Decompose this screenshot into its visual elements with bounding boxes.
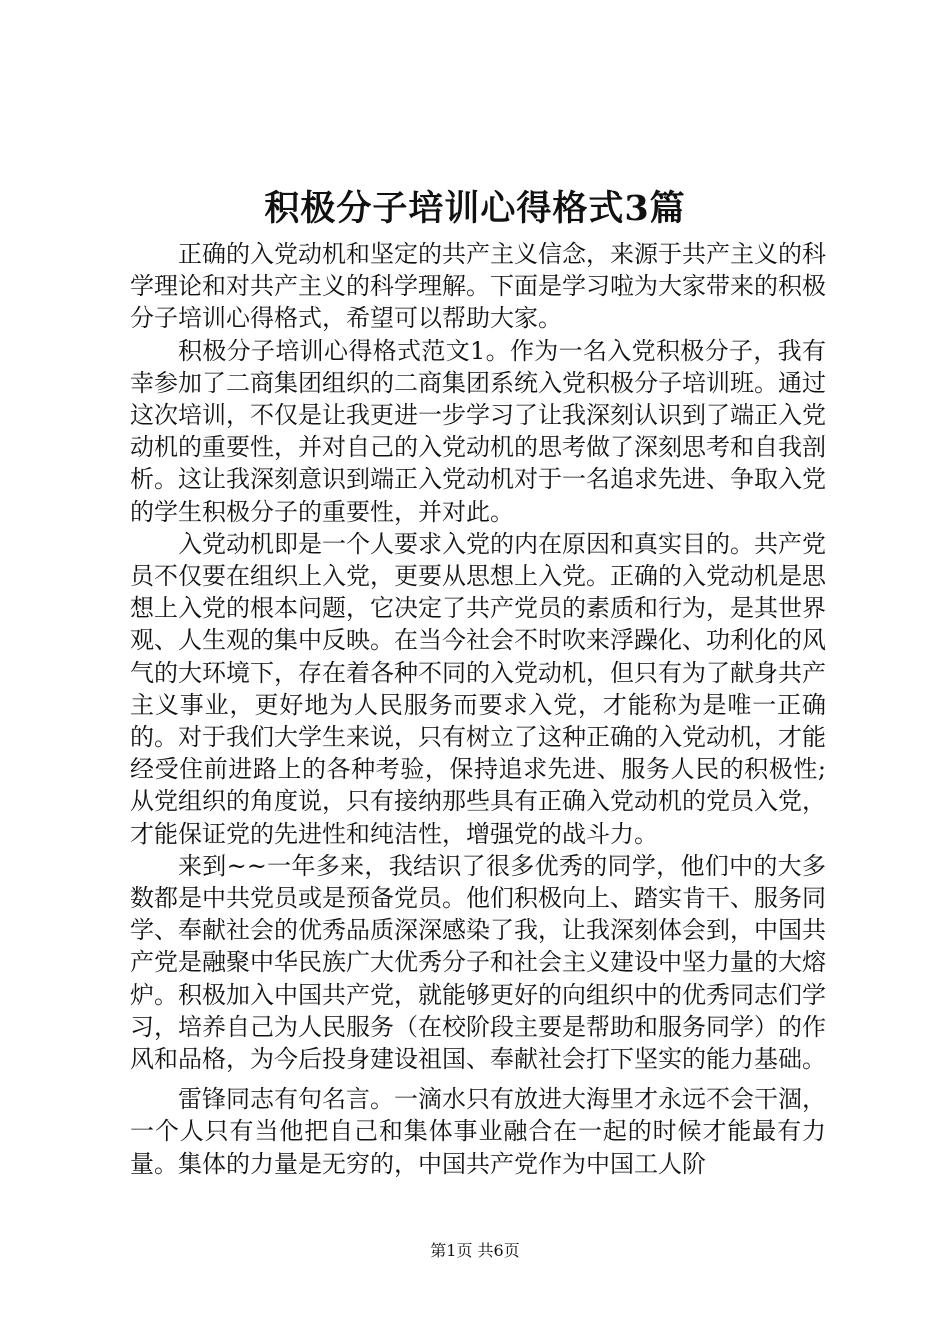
paragraph-intro: 正确的入党动机和坚定的共产主义信念，来源于共产主义的科学理论和对共产主义的科学理解。下面是学习啦为大家带来的积极分子培训心得格式，希望可以帮助大家。: [130, 240, 826, 333]
paragraph-motive: 入党动机即是一个人要求入党的内在原因和真实目的。共产党员不仅要在组织上入党，更要从思想上入党。正确的入党动机是思想上入党的根本问题，它决定了共产党员的素质和行为，是其世界观、人生观的集中反映。在当今社会不时吹来浮躁化、功利化的风气的大环境下，存在着各种不同的入党动机，但只有为了献身共产主义事业，更好地为人民服务而要求入党，才能称为是唯一正确的。对于我们大学生来说，只有树立了这种正确的入党动机，才能经受住前进路上的各种考验，保持追求先进、服务人民的积极性;从党组织的角度说，只有接纳那些具有正确入党动机的党员入党，才能保证党的先进性和纯洁性，增强党的战斗力。: [130, 529, 826, 848]
paragraph-classmates: 来到~~一年多来，我结识了很多优秀的同学，他们中的大多数都是中共党员或是预备党员。他们积极向上、踏实肯干、服务同学、奉献社会的优秀品质深深感染了我，让我深刻体会到，中国共产党是融聚中华民族广大优秀分子和社会主义建设中坚力量的大熔炉。积极加入中国共产党，就能够更好的向组织中的优秀同志们学习，培养自己为人民服务（在校阶段主要是帮助和服务同学）的作风和品格，为今后投身建设祖国、奉献社会打下坚实的能力基础。: [130, 851, 826, 1074]
page-title: 积极分子培训心得格式3篇: [264, 188, 686, 229]
paragraph-sample-1: 积极分子培训心得格式范文1。作为一名入党积极分子，我有幸参加了二商集团组织的二商集团系统入党积极分子培训班。通过这次培训，不仅是让我更进一步学习了让我深刻认识到了端正入党动机的重要性，并对自己的入党动机的思考做了深刻思考和自我剖析。这让我深刻意识到端正入党动机对于一名追求先进、争取入党的学生积极分子的重要性，并对此。: [130, 336, 826, 526]
page-footer: 第1页 共6页: [430, 1241, 520, 1260]
paragraph-leifeng: 雷锋同志有句名言。一滴水只有放进大海里才永远不会干涸，一个人只有当他把自己和集体事业融合在一起的时候才能最有力量。集体的力量是无穷的，中国共产党作为中国工人阶: [130, 1085, 826, 1178]
document-body: [130, 238, 826, 1180]
